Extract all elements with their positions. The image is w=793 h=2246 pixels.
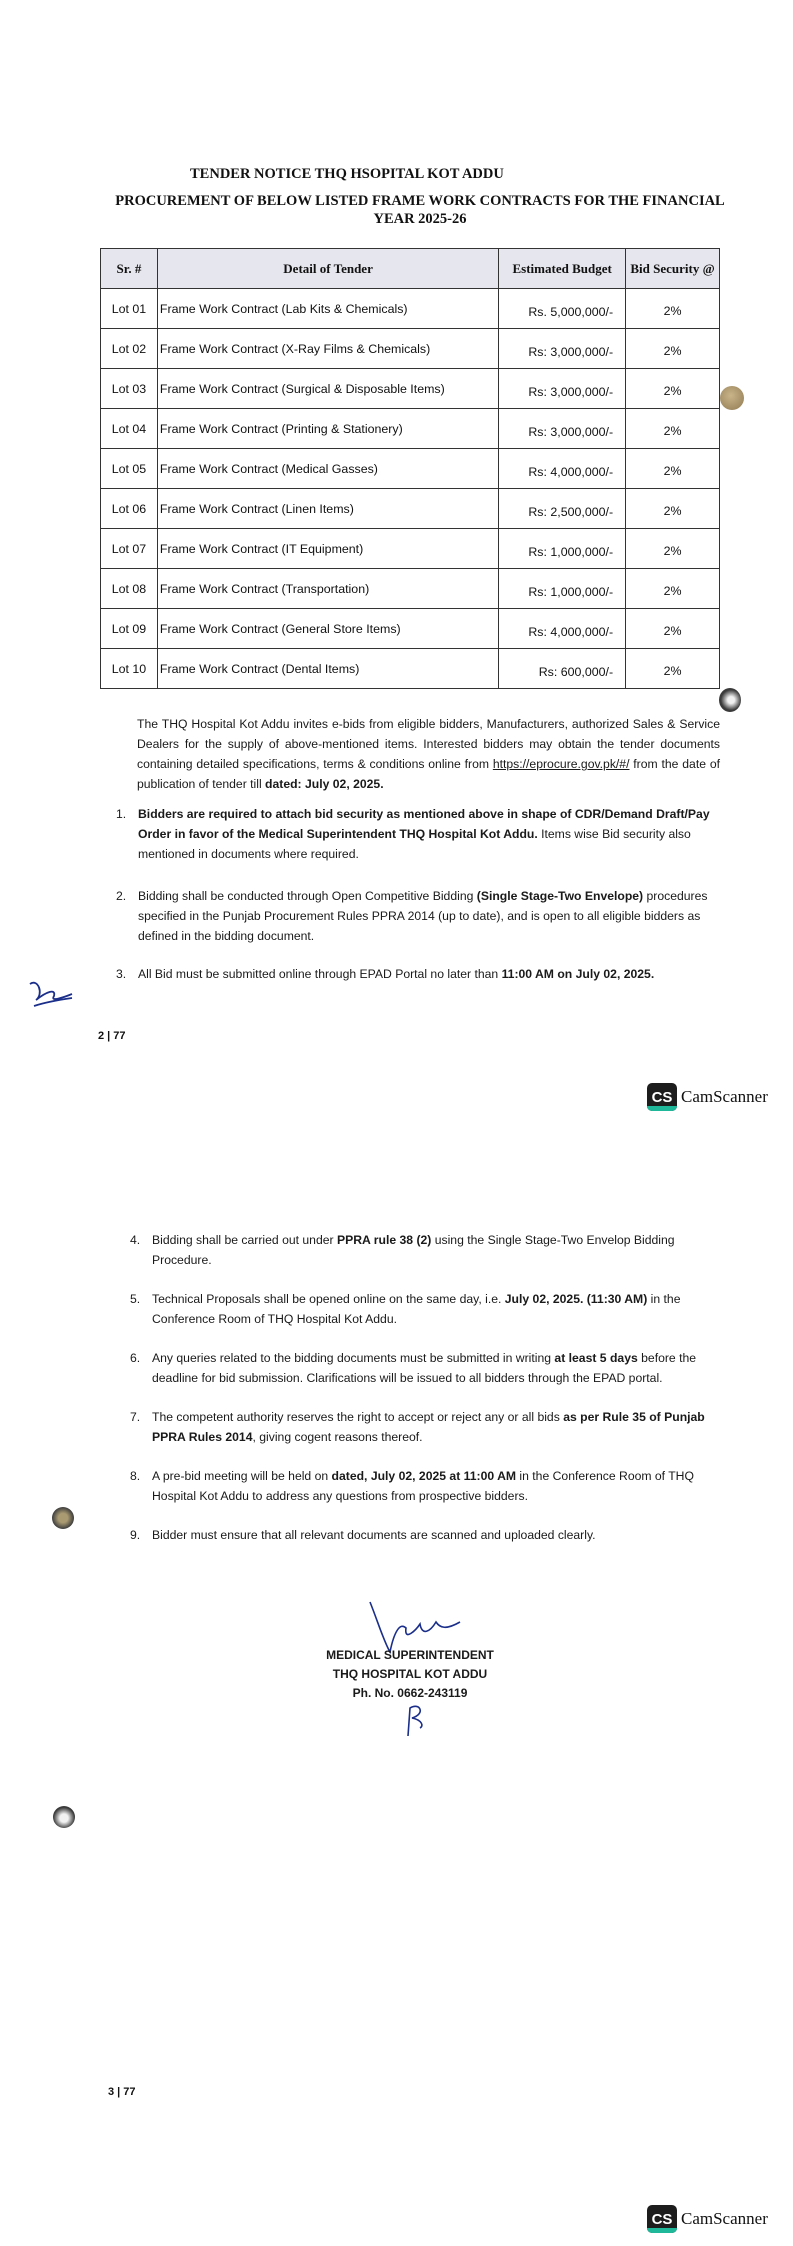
cell-detail: Frame Work Contract (Transportation) — [157, 569, 498, 609]
list-item — [130, 1289, 725, 1329]
cell-security: 2% — [626, 609, 720, 649]
item-number: 2. — [116, 889, 127, 903]
intro-text-a: The THQ Hospital Kot Addu invites e-bids from eligible bidders, Manufacturers, authorized Sales & Service Dealers for the supply of above-mentioned items. Interested bidders may obtain the tender documents containing detailed specifications, terms & conditions online from — [137, 717, 720, 771]
item-number: 9. — [130, 1528, 141, 1542]
table-row — [101, 409, 720, 449]
table-row — [101, 569, 720, 609]
punch-hole-mark — [52, 1507, 74, 1529]
punch-hole-mark — [720, 386, 744, 410]
item-text: Bidding shall be carried out under — [152, 1233, 337, 1247]
item-bold: July 02, 2025. (11:30 AM) — [504, 1292, 648, 1306]
cell-detail: Frame Work Contract (Dental Items) — [157, 649, 498, 689]
cell-budget: Rs: 4,000,000/- — [499, 609, 626, 649]
table-row — [101, 329, 720, 369]
camscanner-logo-icon: CS — [647, 1083, 677, 1111]
cell-sr: Lot 08 — [101, 569, 158, 609]
cell-sr: Lot 06 — [101, 489, 158, 529]
item-bold: as per Rule 35 of Punjab PPRA Rules 2014 — [152, 1410, 705, 1444]
signatory-hospital: THQ HOSPITAL KOT ADDU — [332, 1667, 488, 1681]
cell-budget: Rs: 4,000,000/- — [499, 449, 626, 489]
handwritten-initials-mark — [26, 974, 76, 1012]
item-text: Items wise Bid security also mentioned in documents where required. — [138, 827, 691, 861]
item-text: in the Conference Room of THQ Hospital Kot Addu. — [152, 1292, 681, 1326]
cell-sr: Lot 05 — [101, 449, 158, 489]
page-number: 3 | 77 — [108, 2086, 136, 2098]
item-bold: at least 5 days — [554, 1351, 638, 1365]
item-bold: dated, July 02, 2025 at 11:00 AM — [331, 1469, 517, 1483]
item-text: Bidding shall be conducted through Open Competitive Bidding — [138, 889, 477, 903]
cell-sr: Lot 09 — [101, 609, 158, 649]
item-text: in the Conference Room of THQ Hospital Kot Addu to address any questions from prospective bidders. — [152, 1469, 694, 1503]
item-text: before the deadline for bid submission. Clarifications will be issued to all bidders through the EPAD portal. — [152, 1351, 697, 1385]
signature-block — [300, 1646, 520, 1703]
signatory-phone: Ph. No. 0662-243119 — [352, 1686, 468, 1700]
tender-title-line2: PROCUREMENT OF BELOW LISTED FRAME WORK CONTRACTS FOR THE FINANCIAL YEAR 2025-26 — [115, 193, 725, 227]
table-row — [101, 609, 720, 649]
item-text: All Bid must be submitted online through EPAD Portal no later than — [138, 967, 502, 981]
cell-budget: Rs: 3,000,000/- — [499, 369, 626, 409]
table-row — [101, 489, 720, 529]
cell-detail: Frame Work Contract (Lab Kits & Chemicals) — [157, 289, 498, 329]
list-item — [116, 886, 720, 946]
cell-sr: Lot 07 — [101, 529, 158, 569]
cell-security: 2% — [626, 649, 720, 689]
table-row — [101, 369, 720, 409]
camscanner-label: CamScanner — [681, 2209, 768, 2228]
cell-sr: Lot 10 — [101, 649, 158, 689]
handwritten-initial-mark — [400, 1700, 430, 1740]
item-text: A pre-bid meeting will be held on — [152, 1469, 332, 1483]
cell-security: 2% — [626, 289, 720, 329]
cell-budget: Rs. 5,000,000/- — [499, 289, 626, 329]
cell-sr: Lot 04 — [101, 409, 158, 449]
header-budget: Estimated Budget — [499, 249, 626, 289]
item-number: 6. — [130, 1351, 141, 1365]
cell-budget: Rs: 1,000,000/- — [499, 529, 626, 569]
item-text: procedures specified in the Punjab Procurement Rules PPRA 2014 (up to date), and is open to all eligible bidders as defined in the bidding document. — [138, 889, 708, 943]
list-item — [130, 1230, 725, 1270]
cell-detail: Frame Work Contract (Surgical & Disposable Items) — [157, 369, 498, 409]
list-item — [116, 804, 720, 864]
list-item — [130, 1348, 725, 1388]
cell-security: 2% — [626, 489, 720, 529]
cell-budget: Rs: 3,000,000/- — [499, 409, 626, 449]
cell-budget: Rs: 2,500,000/- — [499, 489, 626, 529]
conditions-list-page1 — [116, 804, 720, 1001]
list-item — [130, 1407, 725, 1447]
cell-detail: Frame Work Contract (IT Equipment) — [157, 529, 498, 569]
item-text: Technical Proposals shall be opened online on the same day, i.e. — [152, 1292, 505, 1306]
camscanner-label: CamScanner — [681, 1087, 768, 1106]
intro-deadline: dated: July 02, 2025. — [265, 777, 384, 791]
eprocure-link[interactable]: https://eprocure.gov.pk/#/ — [492, 757, 630, 771]
camscanner-watermark — [647, 1081, 768, 1113]
item-bold: Bidders are required to attach bid security as mentioned above in shape of CDR/Demand Draft/Pay Order in favor of the Medical Superintendent THQ Hospital Kot Addu. — [138, 807, 710, 841]
cell-security: 2% — [626, 409, 720, 449]
list-item — [130, 1466, 725, 1506]
item-bold: PPRA rule 38 (2) — [336, 1233, 432, 1247]
signatory-title: MEDICAL SUPERINTENDENT — [326, 1648, 494, 1662]
punch-hole-mark — [719, 688, 741, 712]
cell-security: 2% — [626, 529, 720, 569]
cell-sr: Lot 03 — [101, 369, 158, 409]
table-row — [101, 649, 720, 689]
item-number: 5. — [130, 1292, 141, 1306]
camscanner-watermark — [647, 2203, 768, 2235]
table-row — [101, 289, 720, 329]
cell-security: 2% — [626, 329, 720, 369]
cell-security: 2% — [626, 449, 720, 489]
cell-budget: Rs: 3,000,000/- — [499, 329, 626, 369]
item-bold: 11:00 AM on July 02, 2025. — [501, 967, 655, 981]
item-number: 8. — [130, 1469, 141, 1483]
item-text: The competent authority reserves the right to accept or reject any or all bids — [152, 1410, 564, 1424]
cell-detail: Frame Work Contract (Linen Items) — [157, 489, 498, 529]
item-number: 7. — [130, 1410, 141, 1424]
cell-budget: Rs: 600,000/- — [499, 649, 626, 689]
item-text: Any queries related to the bidding documents must be submitted in writing — [152, 1351, 555, 1365]
punch-hole-mark — [53, 1806, 75, 1828]
cell-security: 2% — [626, 369, 720, 409]
cell-detail: Frame Work Contract (General Store Items) — [157, 609, 498, 649]
list-item — [116, 964, 720, 984]
item-number: 1. — [116, 807, 127, 821]
cell-detail: Frame Work Contract (Medical Gasses) — [157, 449, 498, 489]
intro-text-b: from the date of publication of tender till — [137, 757, 720, 791]
header-security: Bid Security @ — [626, 249, 720, 289]
cell-budget: Rs: 1,000,000/- — [499, 569, 626, 609]
cell-sr: Lot 01 — [101, 289, 158, 329]
table-row — [101, 449, 720, 489]
page-number: 2 | 77 — [98, 1030, 126, 1042]
conditions-list-page2 — [130, 1230, 725, 1545]
item-bold: (Single Stage-Two Envelope) — [476, 889, 644, 903]
table-row — [101, 529, 720, 569]
tender-title-line1: TENDER NOTICE THQ HSOPITAL KOT ADDU — [190, 166, 504, 182]
tender-table — [100, 248, 720, 689]
camscanner-logo-icon: CS — [647, 2205, 677, 2233]
cell-detail: Frame Work Contract (Printing & Stationery) — [157, 409, 498, 449]
header-sr: Sr. # — [101, 249, 158, 289]
cell-sr: Lot 02 — [101, 329, 158, 369]
item-number: 4. — [130, 1233, 141, 1247]
header-detail: Detail of Tender — [157, 249, 498, 289]
item-text: , giving cogent reasons thereof. — [252, 1430, 423, 1444]
cell-security: 2% — [626, 569, 720, 609]
cell-detail: Frame Work Contract (X-Ray Films & Chemicals) — [157, 329, 498, 369]
table-header-row — [101, 249, 720, 289]
intro-paragraph — [137, 714, 720, 794]
list-item — [130, 1525, 725, 1545]
item-text: using the Single Stage-Two Envelop Bidding Procedure. — [152, 1233, 675, 1267]
item-number: 3. — [116, 967, 127, 981]
item-text: Bidder must ensure that all relevant documents are scanned and uploaded clearly. — [152, 1528, 596, 1542]
